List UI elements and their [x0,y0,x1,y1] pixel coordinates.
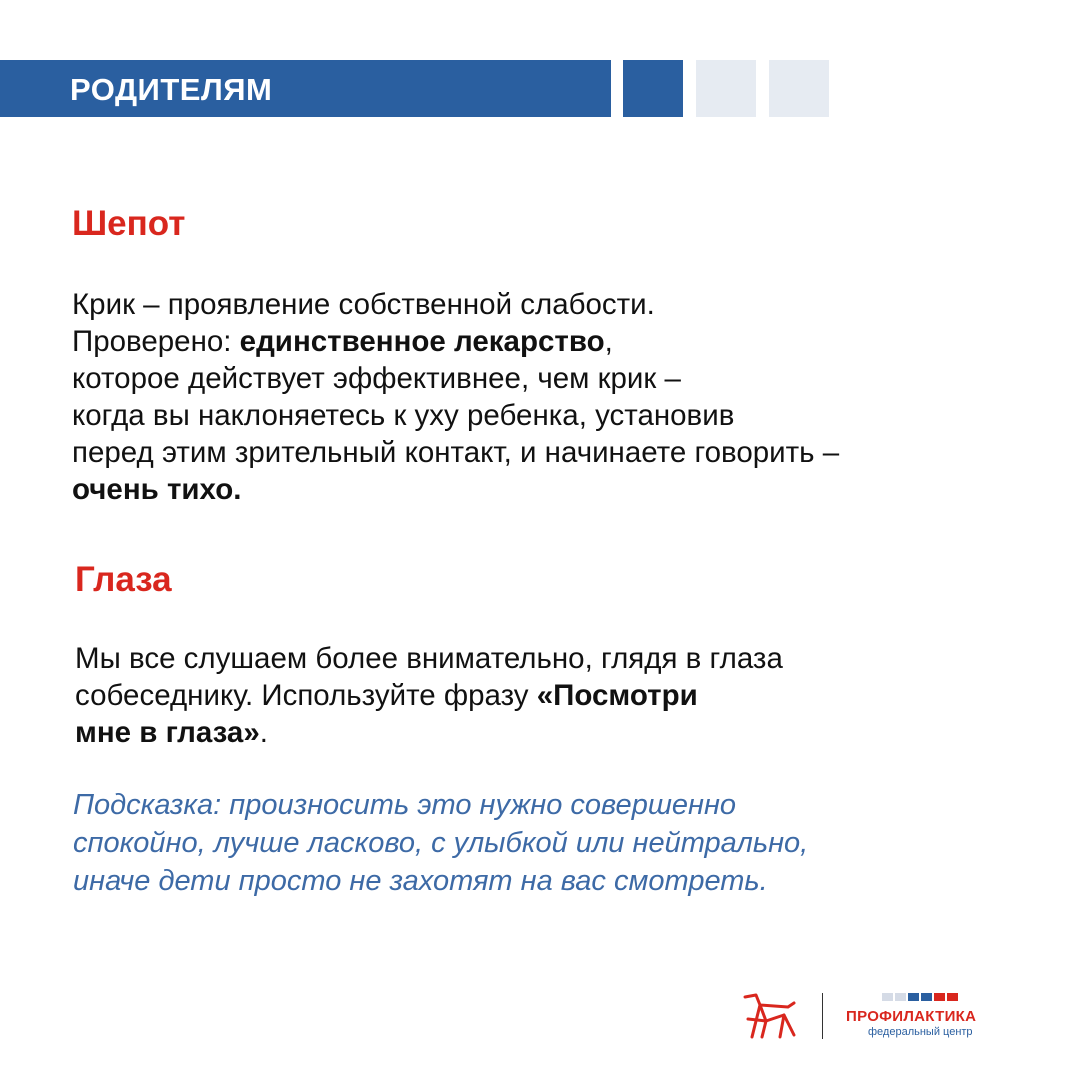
hint-text [73,786,808,900]
text-line: собеседнику. Используйте фразу «Посмотри [75,679,698,712]
text-line: Мы все слушаем более внимательно, глядя в глаза [75,642,783,675]
text-line: мне в глаза». [75,716,268,749]
logo-squares [882,993,960,1001]
logo-square [921,993,932,1001]
header-square-light-1 [696,60,756,117]
section-text-eyes [75,640,783,751]
text-line: очень тихо. [72,473,242,506]
page-title: РОДИТЕЛЯМ [70,72,273,107]
hint-line: иначе дети просто не захотят на вас смотреть. [73,865,768,897]
brand-subtitle: федеральный центр [868,1026,973,1038]
text-line: когда вы наклоняетесь к уху ребенка, установив [72,399,735,432]
footer-divider [822,993,823,1039]
logo-square [908,993,919,1001]
hint-line: Подсказка: произносить это нужно совершенно [73,789,737,821]
stylized-horse-icon [742,991,800,1041]
text-line: Проверено: единственное лекарство, [72,325,613,358]
logo-square [882,993,893,1001]
header-bar [0,60,611,117]
text-line: которое действует эффективнее, чем крик – [72,362,681,395]
brand-name: ПРОФИЛАКТИКА [846,1008,977,1025]
section-title-whisper: Шепот [72,204,186,243]
logo-square [895,993,906,1001]
hint-line: спокойно, лучше ласково, с улыбкой или нейтрально, [73,827,809,859]
logo-square [947,993,958,1001]
section-title-eyes: Глаза [75,560,172,599]
header-square-blue [623,60,683,117]
logo-square [934,993,945,1001]
text-line: Крик – проявление собственной слабости. [72,288,655,321]
text-line: перед этим зрительный контакт, и начинаете говорить – [72,436,840,469]
header-square-light-2 [769,60,829,117]
footer-logo [740,985,1010,1045]
section-text-whisper [72,286,839,508]
